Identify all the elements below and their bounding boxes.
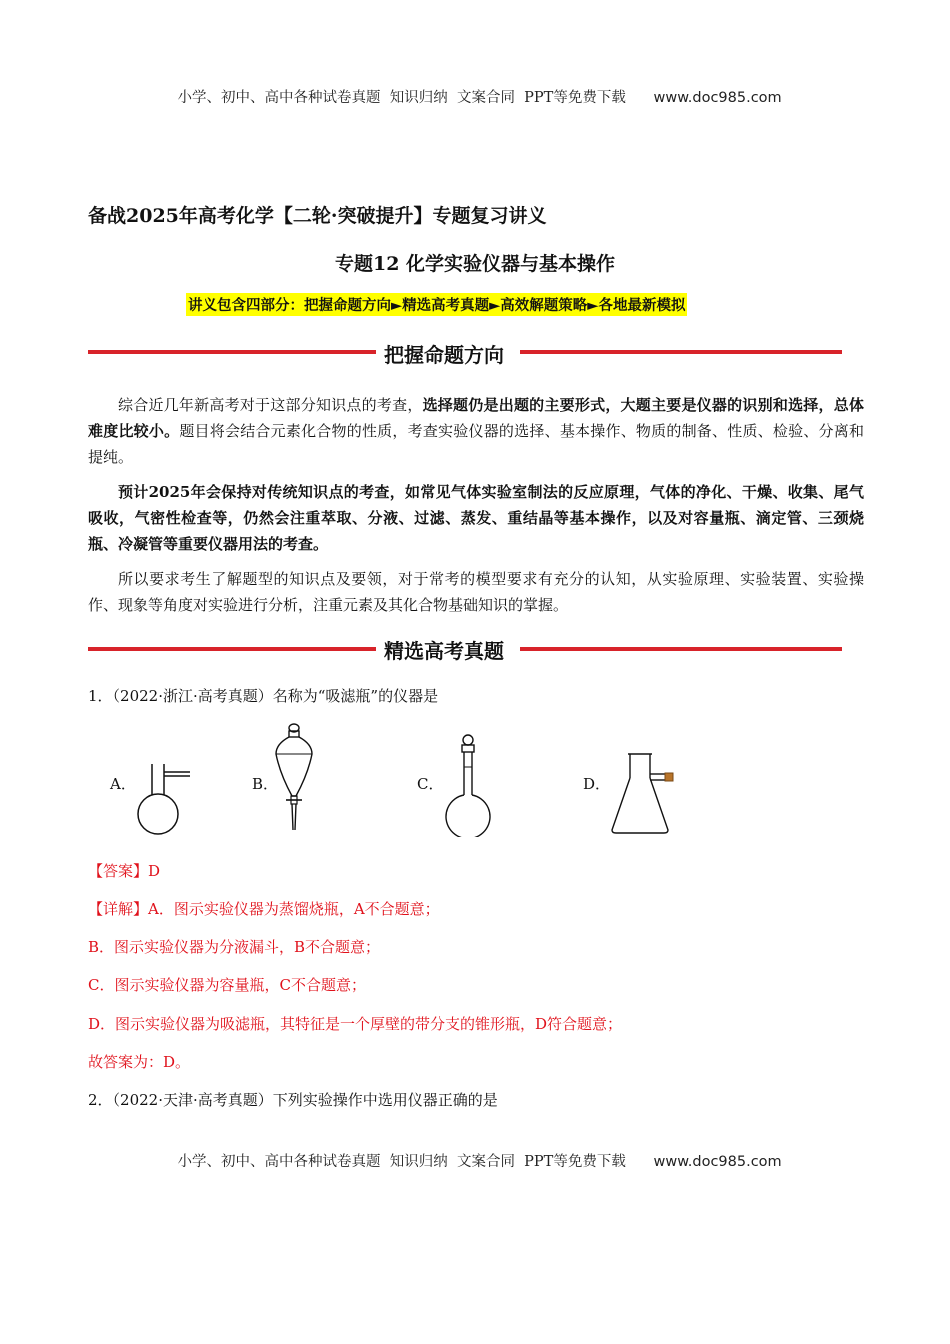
section-divider-left	[88, 647, 376, 651]
distillation-flask-icon	[132, 758, 194, 838]
detail-line-a: 【详解】A．图示实验仪器为蒸馏烧瓶，A不合题意；	[88, 900, 440, 918]
section-title-real-exam: 精选高考真题	[376, 635, 512, 664]
detail-line-c: C．图示实验仪器为容量瓶，C不合题意；	[88, 976, 366, 994]
volumetric-flask-icon	[440, 733, 496, 837]
outline-highlight: 讲义包含四部分：把握命题方向►精选高考真题►高效解题策略►各地最新模拟	[186, 293, 687, 316]
separatory-funnel-icon	[272, 722, 316, 836]
topic-title: 专题12 化学实验仪器与基本操作	[334, 253, 616, 275]
section-divider-left	[88, 350, 376, 354]
option-b-label: B．	[252, 775, 279, 793]
header-url[interactable]: www.doc985.com	[653, 90, 782, 106]
answer-line: 【答案】D	[88, 862, 161, 880]
header-text: 小学、初中、高中各种试卷真题 知识归纳 文案合同 PPT等免费下载	[177, 90, 626, 106]
doc-title: 备战2025年高考化学【二轮·突破提升】专题复习讲义	[88, 205, 547, 227]
paragraph-1: 综合近几年新高考对于这部分知识点的考查，选择题仍是出题的主要形式，大题主要是仪器的识别和选择，总体难度比较小。题目将会结合元素化合物的性质，考查实验仪器的选择、基本操作、物质的制备、性质、检验、分离和提纯。	[88, 396, 864, 466]
detail-line-b: B．图示实验仪器为分液漏斗，B不合题意；	[88, 938, 381, 956]
option-a-label: A．	[110, 775, 136, 793]
detail-conclusion: 故答案为：D。	[88, 1053, 191, 1071]
option-c-label: C．	[417, 775, 444, 793]
footer-text: 小学、初中、高中各种试卷真题 知识归纳 文案合同 PPT等免费下载	[177, 1154, 626, 1170]
question-1-stem: 1．（2022·浙江·高考真题）名称为“吸滤瓶”的仪器是	[88, 687, 439, 705]
suction-flask-icon	[606, 750, 686, 836]
paragraph-3: 所以要求考生了解题型的知识点及要领，对于常考的模型要求有充分的认知，从实验原理、实验装置、实验操作、现象等角度对实验进行分析，注重元素及其化合物基础知识的掌握。	[88, 570, 864, 614]
page-footer	[0, 1134, 950, 1171]
option-d-label: D．	[583, 775, 611, 793]
section-title-direction: 把握命题方向	[376, 339, 512, 368]
page-header	[0, 70, 950, 107]
section1-body	[88, 392, 864, 618]
section-divider-right	[520, 647, 842, 651]
section-divider-right	[520, 350, 842, 354]
paragraph-2: 预计2025年会保持对传统知识点的考查，如常见气体实验室制法的反应原理，气体的净化、干燥、收集、尾气吸收，气密性检查等，仍然会注重萃取、分液、过滤、蒸发、重结晶等基本操作，以及对容量瓶、滴定管、三颈烧瓶、冷凝管等重要仪器用法的考查。	[88, 483, 864, 553]
question-2-stem: 2．（2022·天津·高考真题）下列实验操作中选用仪器正确的是	[88, 1091, 498, 1109]
footer-url[interactable]: www.doc985.com	[653, 1154, 782, 1170]
detail-line-d: D．图示实验仪器为吸滤瓶，其特征是一个厚壁的带分支的锥形瓶，D符合题意；	[88, 1015, 623, 1033]
